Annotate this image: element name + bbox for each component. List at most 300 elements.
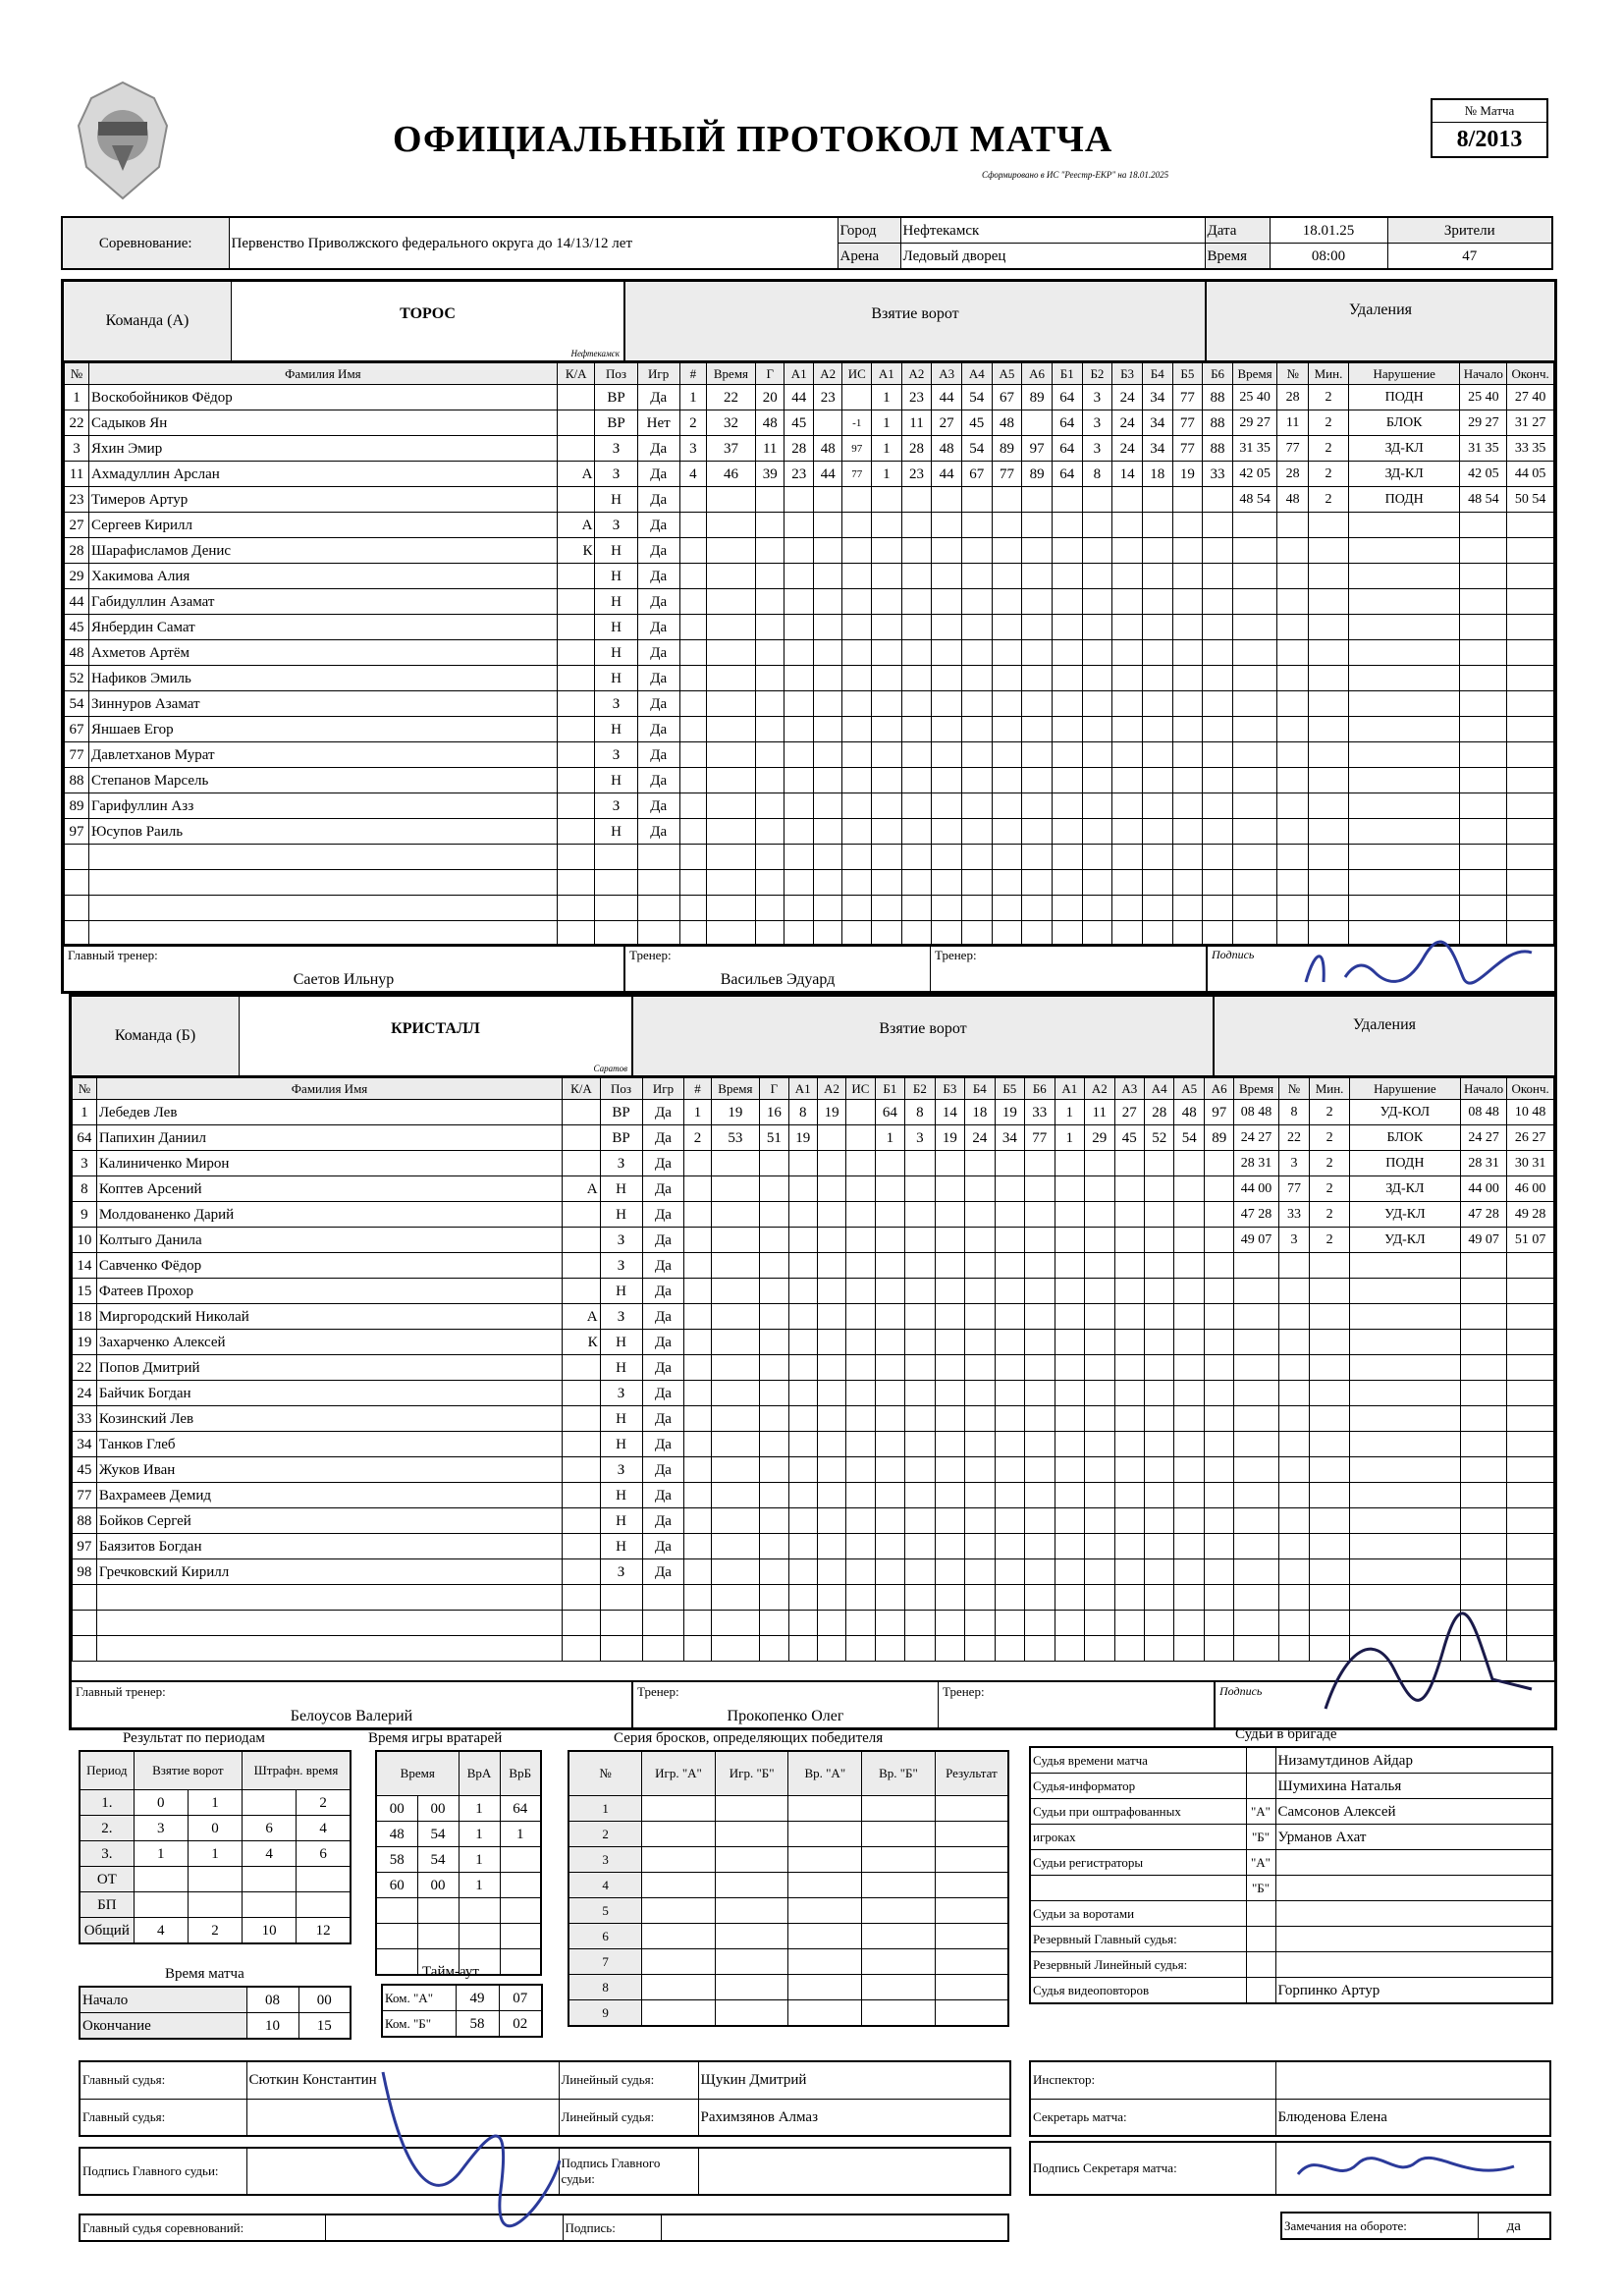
- team_a-goal-cell: [872, 768, 902, 793]
- team_b-penalty-cell: [1278, 1279, 1310, 1304]
- shootout-row: [568, 1924, 1008, 1949]
- team_a-city: Нефтекамск: [570, 349, 620, 358]
- team_b-player-cell: З: [600, 1559, 642, 1585]
- team_a-goal-cell: [932, 640, 962, 666]
- team_a-col-header: А2: [901, 363, 932, 385]
- team_b-penalty-cell: [1507, 1381, 1554, 1406]
- team_b-goal-cell: [1174, 1611, 1204, 1636]
- team_a-col-header: Фамилия Имя: [88, 363, 557, 385]
- shootout-cell: [788, 1924, 862, 1949]
- team_a-goal-cell: [961, 564, 992, 589]
- team_a-goal-cell: [755, 564, 784, 589]
- team_a-player-cell: Да: [637, 742, 679, 768]
- team_b-penalty-cell: [1507, 1559, 1554, 1585]
- team_a-player-cell: 29: [65, 564, 89, 589]
- team_b-goal-cell: [1204, 1381, 1233, 1406]
- team_b-penalty-cell: 44 00: [1234, 1176, 1278, 1202]
- team_b-col-header: Игр: [642, 1078, 684, 1100]
- team_b-penalty-cell: [1460, 1253, 1506, 1279]
- team_b-penalty-cell: [1278, 1508, 1310, 1534]
- team_a-goal-cell: [755, 896, 784, 921]
- team_a-penalty-cell: [1232, 513, 1276, 538]
- team_b-goal-cell: [711, 1534, 760, 1559]
- team_b-goal-cell: [711, 1176, 760, 1202]
- team_b-goal-cell: [905, 1457, 935, 1483]
- team_b-penalty-cell: [1460, 1534, 1506, 1559]
- team_b-goal-cell: [1204, 1585, 1233, 1611]
- team_a-player-cell: З: [595, 462, 637, 487]
- team_b-goal-cell: [1025, 1228, 1055, 1253]
- team_b-player-cell: [563, 1432, 600, 1457]
- team_b-goal-cell: [965, 1534, 995, 1559]
- team_b-goal-cell: [684, 1176, 711, 1202]
- team_b-goal-cell: [875, 1355, 904, 1381]
- team_b-player-cell: Молдованенко Дарий: [96, 1202, 562, 1228]
- team_a-col-header: Время: [1232, 363, 1276, 385]
- team_a-goal-cell: [872, 870, 902, 896]
- team_b-goal-cell: [995, 1304, 1024, 1330]
- competition-label: Соревнование:: [62, 217, 229, 269]
- period-cell: 2: [188, 1918, 242, 1944]
- time-label: Время: [1205, 244, 1270, 270]
- period-cell: БП: [80, 1892, 134, 1918]
- team_a-goal-cell: [901, 870, 932, 896]
- team_b-row: [73, 1381, 1554, 1406]
- team_a-penalty-cell: [1348, 666, 1460, 691]
- team_b-row: [73, 1202, 1554, 1228]
- team_a-goal-cell: [679, 896, 706, 921]
- period-cell: [243, 1790, 297, 1816]
- team_a-goal-cell: [1142, 589, 1172, 615]
- team_b-penalty-cell: 46 00: [1507, 1176, 1554, 1202]
- team_b-row: [73, 1406, 1554, 1432]
- match-end-m: 15: [298, 2013, 351, 2040]
- team_b-player-cell: Да: [642, 1304, 684, 1330]
- team_b-goal-cell: [817, 1406, 845, 1432]
- main-referee-signature: [363, 2052, 579, 2229]
- team_b-goal-cell: [1085, 1534, 1114, 1559]
- team_b-penalty-cell: [1278, 1483, 1310, 1508]
- official-tag: [1246, 1774, 1275, 1799]
- official-label: Судья видеоповторов: [1030, 1978, 1246, 2004]
- team_a-row: [65, 538, 1554, 564]
- team_a-goal-cell: [1112, 845, 1143, 870]
- team_a-player-cell: 22: [65, 410, 89, 436]
- team_b-penalty-cell: [1310, 1457, 1350, 1483]
- team_a-goal-cell: [842, 921, 872, 947]
- team_a-goal-cell: [706, 742, 755, 768]
- team_a-goal-cell: [784, 691, 814, 717]
- team_a-player-cell: Н: [595, 589, 637, 615]
- team_b-row: [73, 1508, 1554, 1534]
- team_a-goal-cell: [1142, 845, 1172, 870]
- team_b-player-cell: 34: [73, 1432, 97, 1457]
- team_a-goal-cell: 77: [992, 462, 1022, 487]
- team_b-goal-cell: 27: [1114, 1100, 1144, 1125]
- team_b-penalty-cell: [1349, 1381, 1460, 1406]
- team_b-goal-cell: [760, 1381, 788, 1406]
- team_a-goal-cell: [1022, 640, 1053, 666]
- team_a-player-cell: Да: [637, 768, 679, 793]
- team_a-penalty-cell: [1507, 538, 1554, 564]
- team_b-penalty-cell: ПОДН: [1349, 1151, 1460, 1176]
- team_a-goal-cell: 64: [1052, 436, 1082, 462]
- goalie-row: [376, 1847, 541, 1873]
- team_b-goal-cell: [1055, 1534, 1084, 1559]
- team_a-player-cell: [557, 896, 595, 921]
- team_b-col-header: Б2: [905, 1078, 935, 1100]
- team_a-goal-cell: [679, 921, 706, 947]
- team_b-goal-cell: [1055, 1202, 1084, 1228]
- team_b-goal-cell: [760, 1406, 788, 1432]
- shootout-title: Серия бросков, определяющих победителя: [614, 1730, 884, 1746]
- team_a-player-cell: Да: [637, 462, 679, 487]
- team_a-goal-cell: 23: [784, 462, 814, 487]
- team_a-goal-cell: [842, 564, 872, 589]
- team_a-goal-cell: [755, 845, 784, 870]
- team_a-goal-cell: [992, 870, 1022, 896]
- team_a-goal-cell: [1112, 513, 1143, 538]
- team_a-goal-cell: [932, 819, 962, 845]
- team_b-goal-cell: [935, 1483, 964, 1508]
- notes-table: [1280, 2212, 1551, 2240]
- team_a-col-header: А6: [1022, 363, 1053, 385]
- team_a-goal-cell: [1172, 896, 1203, 921]
- team_b-goal-cell: [1204, 1304, 1233, 1330]
- team_a-goal-cell: [1082, 640, 1112, 666]
- team_a-goal-cell: 97: [1022, 436, 1053, 462]
- team_a-goal-cell: [901, 538, 932, 564]
- team_b-player-cell: [563, 1457, 600, 1483]
- team_b-goal-cell: [711, 1559, 760, 1585]
- team_a-goal-cell: [1112, 666, 1143, 691]
- team_b-goal-cell: [1204, 1432, 1233, 1457]
- goalie-cell: 58: [376, 1847, 417, 1873]
- team_a-goal-cell: [784, 819, 814, 845]
- team_b-penalty-cell: [1460, 1508, 1506, 1534]
- team_b-goal-cell: [684, 1304, 711, 1330]
- team_b-goal-cell: [1174, 1534, 1204, 1559]
- team_b-goal-cell: [846, 1100, 875, 1125]
- team_a-player-cell: Нет: [637, 410, 679, 436]
- team_a-goal-cell: 4: [679, 462, 706, 487]
- team_a-goal-cell: 64: [1052, 462, 1082, 487]
- team_b-penalty-cell: [1507, 1534, 1554, 1559]
- team_a-col-header: Б6: [1203, 363, 1233, 385]
- team_a-goal-cell: [872, 538, 902, 564]
- team_a-goal-cell: [901, 819, 932, 845]
- team_a-goal-cell: [679, 564, 706, 589]
- team_a-row: [65, 896, 1554, 921]
- team_a-goals-header: Взятие ворот: [625, 282, 1207, 360]
- team_b-penalty-cell: 8: [1278, 1100, 1310, 1125]
- team_b-goal-cell: 1: [1055, 1125, 1084, 1151]
- team_a-row: [65, 513, 1554, 538]
- shootout-row: [568, 2000, 1008, 2027]
- team_b-goal-cell: [875, 1636, 904, 1662]
- team_b-penalty-cell: [1278, 1534, 1310, 1559]
- team_b-goal-cell: [995, 1253, 1024, 1279]
- team_b-goal-cell: 1: [1055, 1100, 1084, 1125]
- team_a-goal-cell: [1112, 819, 1143, 845]
- notes-label: Замечания на обороте:: [1281, 2213, 1478, 2239]
- team_a-goal-cell: [813, 691, 842, 717]
- team_a-goal-cell: [1203, 538, 1233, 564]
- team_a-goal-cell: [1022, 615, 1053, 640]
- team_a-goal-cell: [1022, 819, 1053, 845]
- team_b-goal-cell: [1055, 1279, 1084, 1304]
- team_a-goal-cell: 28: [784, 436, 814, 462]
- team_a-penalty-cell: [1277, 589, 1309, 615]
- team_b-player-cell: [563, 1100, 600, 1125]
- team_b-goal-cell: 53: [711, 1125, 760, 1151]
- team_a-goal-cell: [1112, 691, 1143, 717]
- team_a-goal-cell: [842, 845, 872, 870]
- team_a-goal-cell: [1142, 717, 1172, 742]
- team_a-goal-cell: 88: [1203, 410, 1233, 436]
- team_b-player-cell: [563, 1228, 600, 1253]
- team_b-col-header: Б3: [935, 1078, 964, 1100]
- team_a-goal-cell: 48: [813, 436, 842, 462]
- team_b-goal-cell: [760, 1330, 788, 1355]
- team_b-goal-cell: [817, 1432, 845, 1457]
- team_b-penalty-cell: [1507, 1304, 1554, 1330]
- team_b-goal-cell: [788, 1279, 817, 1304]
- team_b-goal-cell: [995, 1559, 1024, 1585]
- team_b-penalty-cell: 22: [1278, 1125, 1310, 1151]
- team_b-player-cell: [563, 1611, 600, 1636]
- team_a-player-cell: [557, 742, 595, 768]
- team_b-player-cell: 88: [73, 1508, 97, 1534]
- team_b-player-cell: З: [600, 1228, 642, 1253]
- team_a-goal-cell: [679, 819, 706, 845]
- team_a-penalty-cell: [1309, 768, 1349, 793]
- team_b-goal-cell: [760, 1432, 788, 1457]
- team_a-goal-cell: 24: [1112, 436, 1143, 462]
- period-cell: 2.: [80, 1816, 134, 1841]
- team_b-goal-cell: [875, 1534, 904, 1559]
- date: 18.01.25: [1270, 217, 1387, 244]
- team_a-goal-cell: [872, 896, 902, 921]
- team_a-goal-cell: [679, 845, 706, 870]
- team_b-goal-cell: [905, 1355, 935, 1381]
- team_a-goal-cell: [1142, 615, 1172, 640]
- team_b-goal-cell: [1055, 1585, 1084, 1611]
- period-row: [80, 1892, 351, 1918]
- team_a-player-cell: Да: [637, 691, 679, 717]
- goalie-cell: 1: [459, 1822, 500, 1847]
- team_b-penalty-cell: [1234, 1304, 1278, 1330]
- team_b-goal-cell: [995, 1330, 1024, 1355]
- team_a-goal-cell: 48: [932, 436, 962, 462]
- team_a-penalty-cell: [1309, 615, 1349, 640]
- team_b-goal-cell: [965, 1304, 995, 1330]
- team_b-goal-cell: [1025, 1355, 1055, 1381]
- team_b-goal-cell: 8: [905, 1100, 935, 1125]
- team_a-player-cell: [88, 845, 557, 870]
- team_a-player-cell: [557, 845, 595, 870]
- team_b-player-cell: Н: [600, 1330, 642, 1355]
- team_a-goal-cell: [1172, 870, 1203, 896]
- team_b-goal-cell: [995, 1483, 1024, 1508]
- team_a-goal-cell: [872, 640, 902, 666]
- team_a-goal-cell: [1112, 896, 1143, 921]
- team_b-penalty-cell: 2: [1310, 1176, 1350, 1202]
- team_b-penalty-cell: [1234, 1432, 1278, 1457]
- team_b-penalty-cell: 3: [1278, 1151, 1310, 1176]
- official-label: Судьи при оштрафованных: [1030, 1799, 1246, 1825]
- team_b-goal-cell: [935, 1636, 964, 1662]
- team_b-penalty-cell: [1234, 1279, 1278, 1304]
- team_b-player-cell: Да: [642, 1483, 684, 1508]
- team_b-player-cell: [73, 1585, 97, 1611]
- team_a-goal-cell: 1: [679, 385, 706, 410]
- team_b-penalty-cell: 47 28: [1234, 1202, 1278, 1228]
- shootout-col-header: Игр. "Б": [715, 1751, 788, 1796]
- team_a-goal-cell: [1203, 921, 1233, 947]
- team_b-penalty-cell: [1507, 1585, 1554, 1611]
- team_b-row: [73, 1432, 1554, 1457]
- team_b-penalty-cell: [1310, 1406, 1350, 1432]
- match-number-label: № Матча: [1432, 99, 1547, 123]
- team_a-goal-cell: [1112, 768, 1143, 793]
- team_a-player-cell: [557, 589, 595, 615]
- team_b-penalty-cell: 33: [1278, 1202, 1310, 1228]
- team_b-goal-cell: [875, 1508, 904, 1534]
- team_b-penalty-cell: [1234, 1381, 1278, 1406]
- team_b-player-cell: Н: [600, 1355, 642, 1381]
- team_a-goal-cell: [1082, 768, 1112, 793]
- shootout-col-header: Вр. "Б": [862, 1751, 936, 1796]
- team_a-goal-cell: [1022, 768, 1053, 793]
- team_b-goal-cell: [760, 1304, 788, 1330]
- team_a-player-cell: [88, 921, 557, 947]
- official-tag: "Б": [1246, 1825, 1275, 1850]
- team_a-goal-cell: [1052, 691, 1082, 717]
- team_a-goal-cell: [932, 742, 962, 768]
- goalie-row: [376, 1822, 541, 1847]
- team_a-player-cell: 89: [65, 793, 89, 819]
- team_b-goal-cell: [905, 1176, 935, 1202]
- team_b-player-cell: [563, 1483, 600, 1508]
- team_a-player-cell: Нафиков Эмиль: [88, 666, 557, 691]
- official-label: [1030, 1876, 1246, 1901]
- team_b-city: Саратов: [593, 1064, 627, 1073]
- team_b-penalty-cell: УД-КЛ: [1349, 1202, 1460, 1228]
- team_b-goal-cell: [788, 1432, 817, 1457]
- goalie-cell: 1: [500, 1822, 541, 1847]
- team_b-goal-cell: [846, 1228, 875, 1253]
- team_b-goal-cell: [995, 1457, 1024, 1483]
- team_a-player-cell: [557, 564, 595, 589]
- official-row: [1030, 1799, 1552, 1825]
- team_a-row: [65, 589, 1554, 615]
- team_a-penalty-cell: [1507, 845, 1554, 870]
- team_a-goal-cell: [755, 742, 784, 768]
- team_a-row: [65, 768, 1554, 793]
- team_a-player-cell: Хакимова Алия: [88, 564, 557, 589]
- team_a-goal-cell: [1112, 870, 1143, 896]
- team_b-goal-cell: 64: [875, 1100, 904, 1125]
- team_b-goal-cell: [1114, 1457, 1144, 1483]
- shootout-cell: [715, 1796, 788, 1822]
- team_b-col-header: Г: [760, 1078, 788, 1100]
- team_a-penalty-cell: ЗД-КЛ: [1348, 436, 1460, 462]
- team_b-player-cell: [563, 1151, 600, 1176]
- team_a-player-cell: А: [557, 462, 595, 487]
- shootout-num: 1: [568, 1796, 642, 1822]
- period-row: [80, 1918, 351, 1944]
- team_a-goal-cell: [1052, 921, 1082, 947]
- team_b-goal-cell: 2: [684, 1125, 711, 1151]
- team_a-penalty-cell: [1309, 845, 1349, 870]
- team_b-penalty-cell: [1460, 1559, 1506, 1585]
- team_a-goal-cell: [932, 870, 962, 896]
- team_a-header: [64, 282, 625, 360]
- team_b-row: [73, 1125, 1554, 1151]
- team_b-player-cell: [563, 1534, 600, 1559]
- team_a-goal-cell: [755, 691, 784, 717]
- team_b-player-cell: [73, 1636, 97, 1662]
- team_b-goal-cell: [1204, 1406, 1233, 1432]
- team_b-col-header: А2: [817, 1078, 845, 1100]
- team_b-goal-cell: [875, 1381, 904, 1406]
- team_b-col-header: Поз: [600, 1078, 642, 1100]
- team_b-goal-cell: [1025, 1432, 1055, 1457]
- team_b-goal-cell: [788, 1228, 817, 1253]
- team_b-goal-cell: [846, 1355, 875, 1381]
- team_b-goal-cell: [935, 1559, 964, 1585]
- team_a-goal-cell: [1052, 742, 1082, 768]
- team_a-goal-cell: [992, 513, 1022, 538]
- team_a-goal-cell: [961, 513, 992, 538]
- team_b-goal-cell: [684, 1636, 711, 1662]
- team_a-goal-cell: [1082, 742, 1112, 768]
- goalie-cell: [417, 1898, 459, 1924]
- team_b-penalty-cell: 08 48: [1460, 1100, 1506, 1125]
- team_b-col-header: Б4: [965, 1078, 995, 1100]
- shootout-cell: [788, 1822, 862, 1847]
- team_b-goal-cell: [1055, 1304, 1084, 1330]
- team_a-penalty-cell: 28: [1277, 385, 1309, 410]
- team_b-col-header: А1: [1055, 1078, 1084, 1100]
- arena-label: Арена: [838, 244, 900, 270]
- coach-a-signature: [1286, 933, 1542, 1002]
- team_a-goal-cell: [1172, 742, 1203, 768]
- team_b-player-cell: 24: [73, 1381, 97, 1406]
- shootout-num: 3: [568, 1847, 642, 1873]
- team_b-goal-cell: [760, 1611, 788, 1636]
- team_a-col-header: Поз: [595, 363, 637, 385]
- team_a-goal-cell: [1142, 896, 1172, 921]
- team_a-head-coach: Саетов Ильнур: [293, 971, 395, 988]
- team_b-player-cell: [96, 1636, 562, 1662]
- team_b-goal-cell: [965, 1457, 995, 1483]
- team_a-penalty-cell: [1232, 870, 1276, 896]
- team_b-goal-cell: [995, 1611, 1024, 1636]
- goalie-cell: 48: [376, 1822, 417, 1847]
- team_b-penalty-cell: 24 27: [1234, 1125, 1278, 1151]
- team_a-col-header: К/А: [557, 363, 595, 385]
- team_a-goal-cell: [932, 615, 962, 640]
- team_a-player-cell: Габидуллин Азамат: [88, 589, 557, 615]
- team_a-coach-label: Тренер:: [629, 948, 672, 962]
- shootout-cell: [642, 1822, 716, 1847]
- secretary-signature-table: [1029, 2141, 1551, 2196]
- team_a-penalty-cell: 31 35: [1460, 436, 1507, 462]
- team_b-player-cell: [642, 1585, 684, 1611]
- team_b-penalty-cell: [1349, 1534, 1460, 1559]
